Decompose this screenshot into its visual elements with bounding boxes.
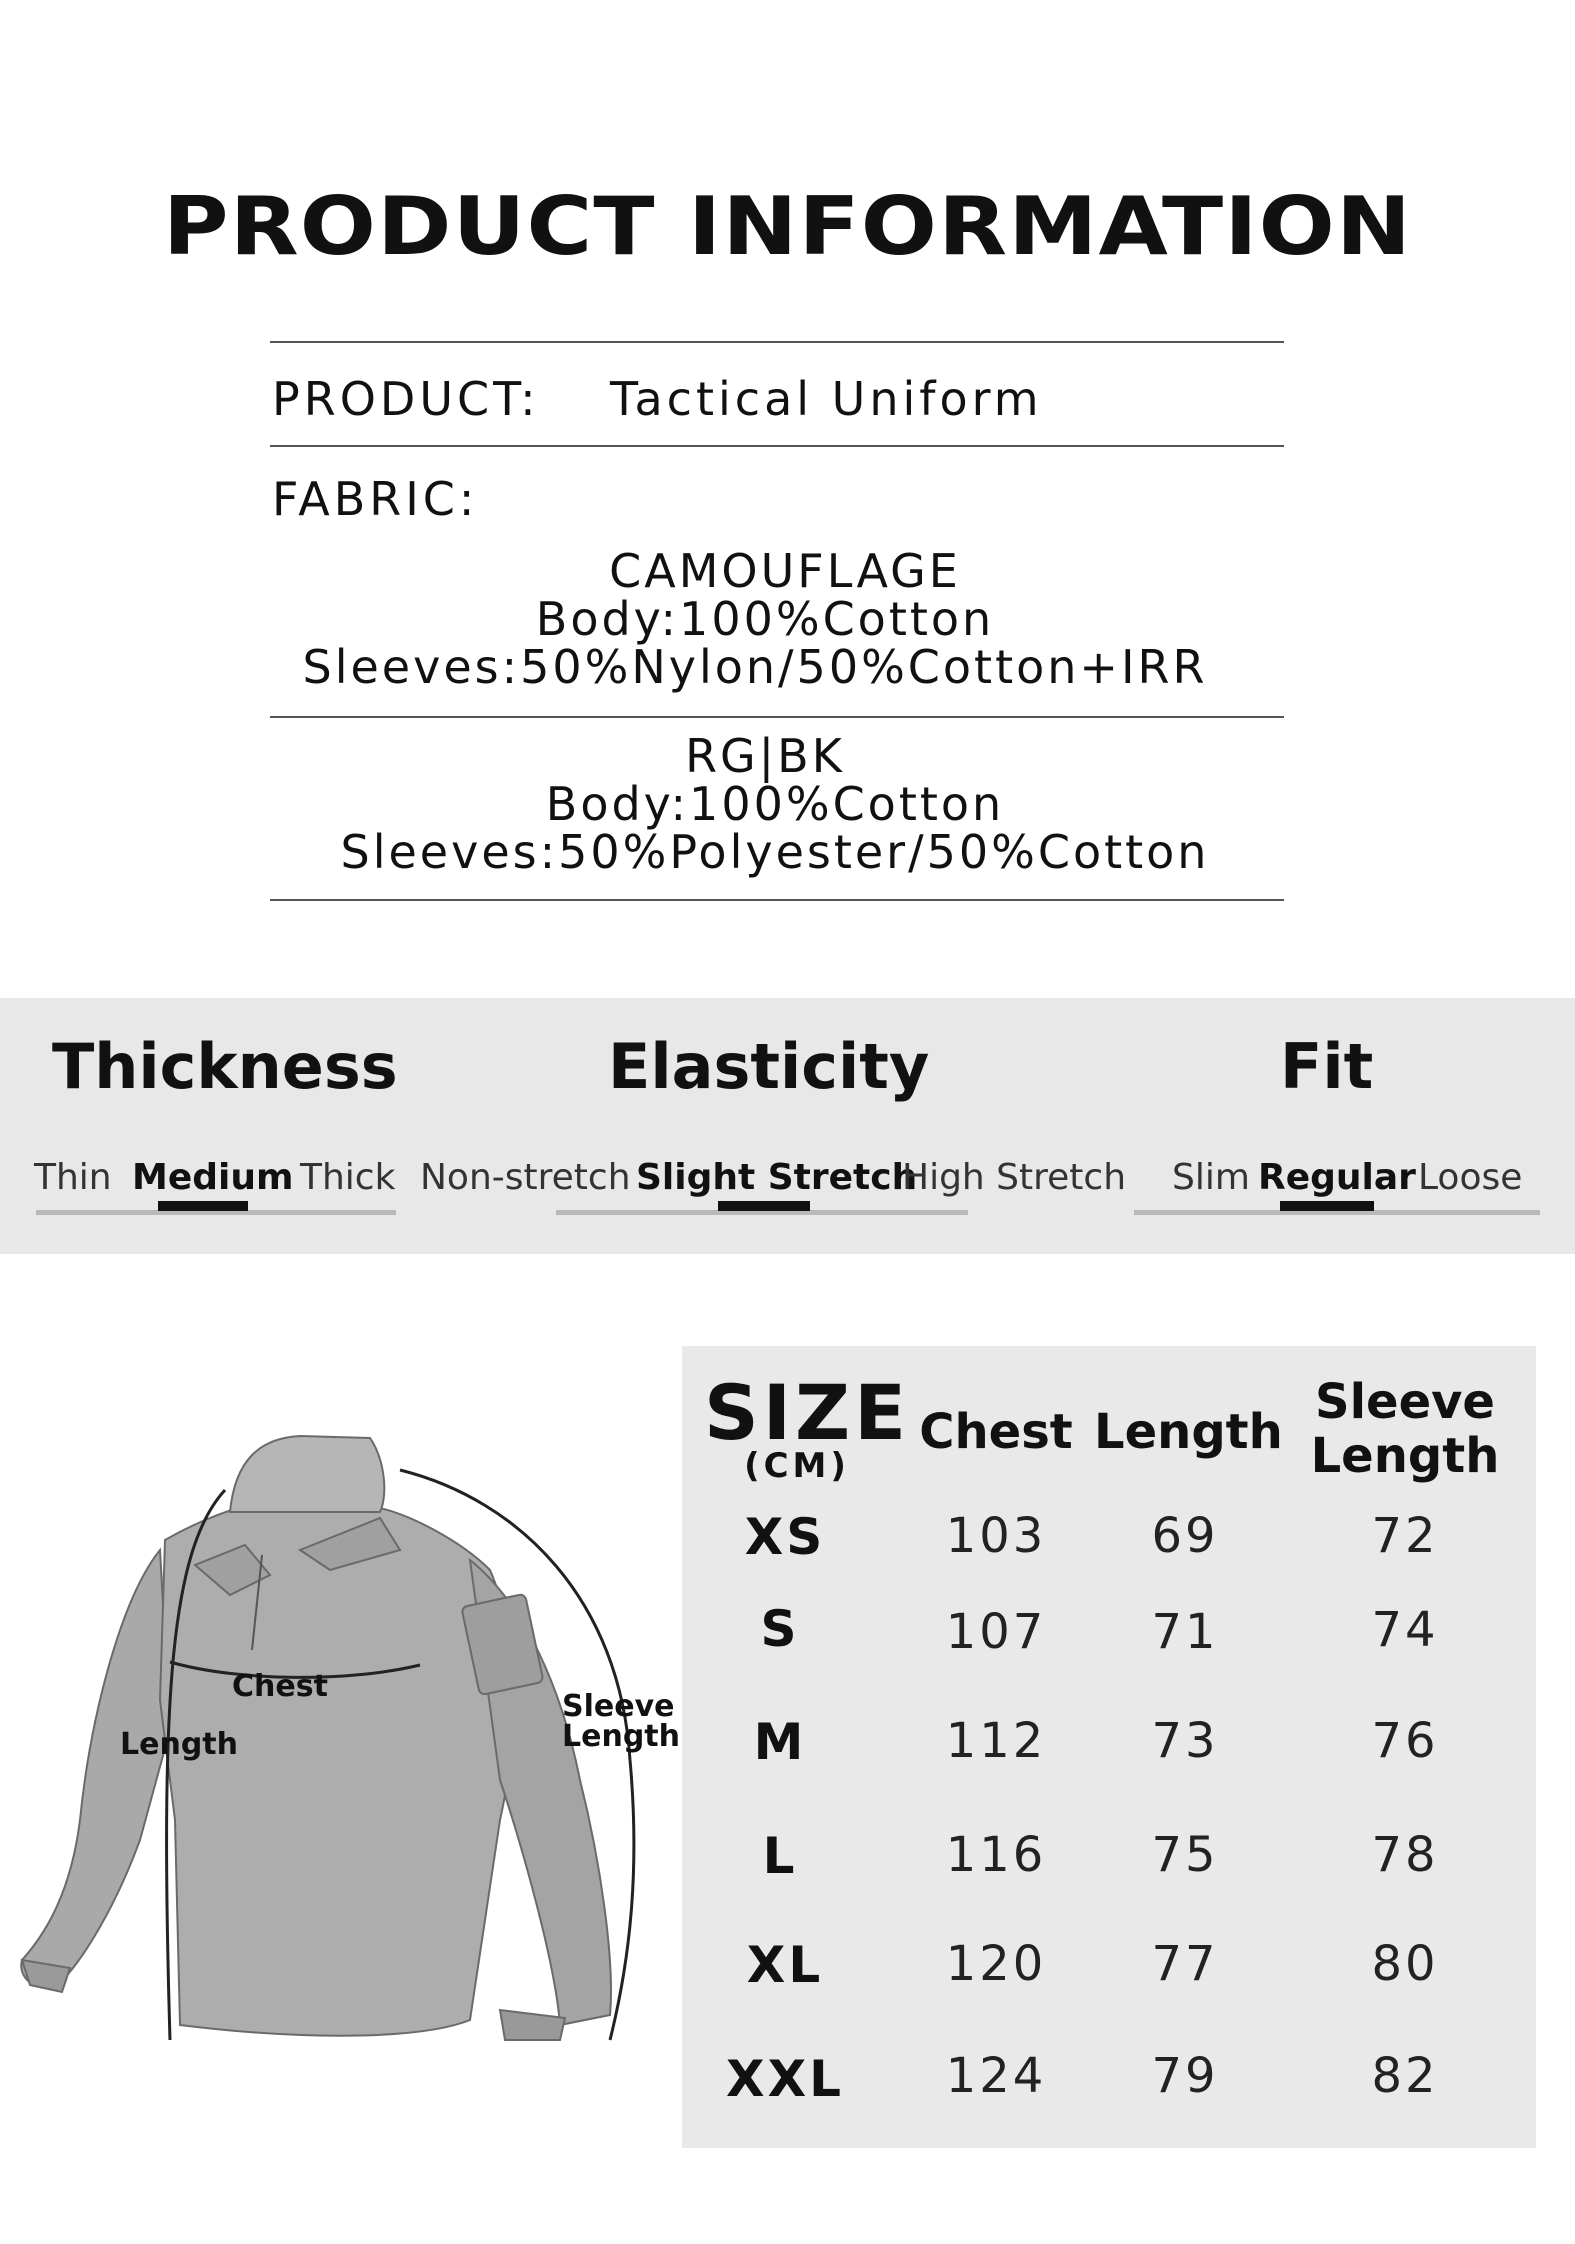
sleeve-cell: 80 — [1371, 1936, 1439, 1992]
length-cell: 77 — [1151, 1936, 1219, 1992]
chest-cell: 116 — [945, 1827, 1047, 1883]
sleeve-cell: 76 — [1371, 1713, 1439, 1769]
sleeve-cell: 74 — [1371, 1602, 1439, 1658]
length-cell: 79 — [1151, 2048, 1219, 2104]
chest-cell: 112 — [945, 1713, 1047, 1769]
length-cell: 73 — [1151, 1713, 1219, 1769]
product-label: PRODUCT: — [272, 372, 540, 426]
length-cell: 69 — [1151, 1508, 1219, 1564]
sleeve-cell: 72 — [1371, 1508, 1439, 1564]
length-cell: 75 — [1151, 1827, 1219, 1883]
divider — [270, 445, 1284, 447]
chest-cell: 120 — [945, 1936, 1047, 1992]
thickness-option-thin: Thin — [34, 1157, 112, 1198]
size-cell: XS — [744, 1508, 826, 1566]
thickness-option-medium-selected: Medium — [132, 1157, 294, 1198]
size-header: SIZE — [704, 1368, 911, 1457]
chest-label: Chest — [232, 1669, 328, 1704]
sleeve-length-header-line2: Length — [1310, 1428, 1500, 1484]
fabric-variant-name: RG|BK — [685, 729, 845, 783]
fit-option-loose: Loose — [1418, 1157, 1523, 1198]
shirt-illustration — [21, 1436, 634, 2040]
fabric-variant-body: Body:100%Cotton — [535, 592, 995, 646]
fabric-variant-sleeves: Sleeves:50%Polyester/50%Cotton — [340, 825, 1210, 879]
sleeve-cell: 78 — [1371, 1827, 1439, 1883]
size-unit: (CM) — [744, 1446, 850, 1486]
fit-title: Fit — [1280, 1030, 1374, 1103]
chest-header: Chest — [919, 1404, 1073, 1460]
sleeve-length-label-line1: Sleeve — [562, 1689, 675, 1724]
divider — [270, 899, 1284, 901]
fabric-variant-body: Body:100%Cotton — [545, 777, 1005, 831]
length-header: Length — [1094, 1404, 1283, 1460]
sleeve-length-label-line2: Length — [562, 1719, 680, 1754]
sleeve-length-header-line1: Sleeve — [1315, 1374, 1495, 1430]
chest-cell: 103 — [945, 1508, 1047, 1564]
elasticity-option-high-stretch: High Stretch — [902, 1157, 1127, 1198]
thickness-scale-marker — [158, 1201, 248, 1211]
size-cell: S — [760, 1600, 800, 1658]
fit-scale-marker — [1280, 1201, 1374, 1211]
size-cell: L — [762, 1827, 798, 1885]
product-value: Tactical Uniform — [610, 372, 1043, 426]
size-cell: XXL — [726, 2050, 844, 2108]
thickness-title: Thickness — [52, 1030, 398, 1103]
elasticity-scale-marker — [718, 1201, 810, 1211]
thickness-option-thick: Thick — [300, 1157, 396, 1198]
fabric-label: FABRIC: — [272, 472, 479, 526]
elasticity-title: Elasticity — [608, 1030, 930, 1103]
page-title: PRODUCT INFORMATION — [162, 180, 1413, 273]
length-label: Length — [120, 1727, 238, 1762]
fit-option-regular-selected: Regular — [1258, 1157, 1416, 1198]
chest-cell: 124 — [945, 2048, 1047, 2104]
sleeve-cell: 82 — [1371, 2048, 1439, 2104]
size-cell: XL — [746, 1936, 824, 1994]
size-cell: M — [753, 1713, 807, 1771]
elasticity-option-non-stretch: Non-stretch — [420, 1157, 631, 1198]
fit-option-slim: Slim — [1172, 1157, 1250, 1198]
fabric-variant-sleeves: Sleeves:50%Nylon/50%Cotton+IRR — [302, 640, 1208, 694]
divider — [270, 716, 1284, 718]
length-cell: 71 — [1151, 1604, 1219, 1660]
chest-cell: 107 — [945, 1604, 1047, 1660]
elasticity-option-slight-stretch-selected: Slight Stretch — [636, 1157, 918, 1198]
divider — [270, 341, 1284, 343]
fabric-variant-name: CAMOUFLAGE — [609, 544, 961, 598]
